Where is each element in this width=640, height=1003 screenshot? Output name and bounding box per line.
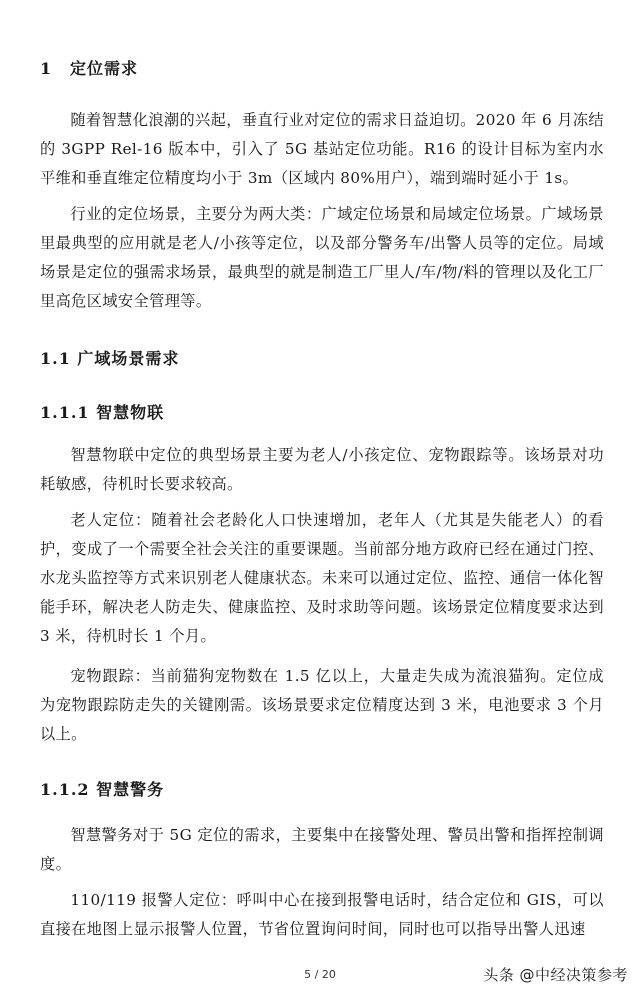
section-heading-1 — [40, 56, 138, 79]
subsection-heading-1-1-2: 1.1.2 智慧警务 — [40, 780, 165, 799]
intro-paragraph-1: 随着智慧化浪潮的兴起，垂直行业对定位的需求日益迫切。2020 年 6 月冻结的 3GPP Rel-16 版本中，引入了 5G 基站定位功能。R16 的设计目标为室内水平维和垂直维定位精度均小于 3m（区域内 80%用户），端到端时延小于 1s。 — [40, 111, 605, 187]
police-paragraph-1: 智慧警务对于 5G 定位的需求，主要集中在接警处理、警员出警和指挥控制调度。 — [40, 826, 604, 873]
iot-paragraph-elderly: 老人定位：随着社会老龄化人口快速增加，老年人（尤其是失能老人）的看护，变成了一个需要全社会关注的重要课题。当前部分地方政府已经在通过门控、水龙头监控等方式来识别老人健康状态。未来可以通过定位、监控、通信一体化智能手环，解决老人防走失、健康监控、及时求助等问题。该场景定位精度要求达到 3 米，待机时长 1 个月。 — [40, 511, 604, 645]
iot-paragraph-pets: 宠物跟踪：当前猫狗宠物数在 1.5 亿以上，大量走失成为流浪猫狗。定位成为宠物跟踪防走失的关键刚需。该场景要求定位精度达到 3 米，电池要求 3 个月以上。 — [40, 667, 604, 743]
watermark-label: 头条 @中经决策参考 — [483, 966, 628, 984]
section-number: 1 — [40, 59, 53, 78]
subsection-heading-1-1-1: 1.1.1 智慧物联 — [40, 403, 165, 422]
section-title: 定位需求 — [70, 59, 139, 78]
page-indicator: 5 / 20 — [304, 968, 336, 981]
iot-paragraph-1: 智慧物联中定位的典型场景主要为老人/小孩定位、宠物跟踪等。该场景对功耗敏感，待机时长要求较高。 — [40, 446, 604, 493]
intro-paragraph-2: 行业的定位场景，主要分为两大类：广域定位场景和局域定位场景。广域场景里最典型的应用就是老人/小孩等定位，以及部分警务车/出警人员等的定位。局域场景是定位的强需求场景，最典型的就是制造工厂里人/车/物/料的管理以及化工厂里高危区域安全管理等。 — [40, 205, 604, 310]
subsection-heading-1-1: 1.1 广域场景需求 — [40, 349, 180, 368]
police-paragraph-2: 110/119 报警人定位：呼叫中心在接到报警电话时，结合定位和 GIS，可以直接在地图上显示报警人位置，节省位置询问时间，同时也可以指导出警人迅速 — [40, 891, 604, 938]
